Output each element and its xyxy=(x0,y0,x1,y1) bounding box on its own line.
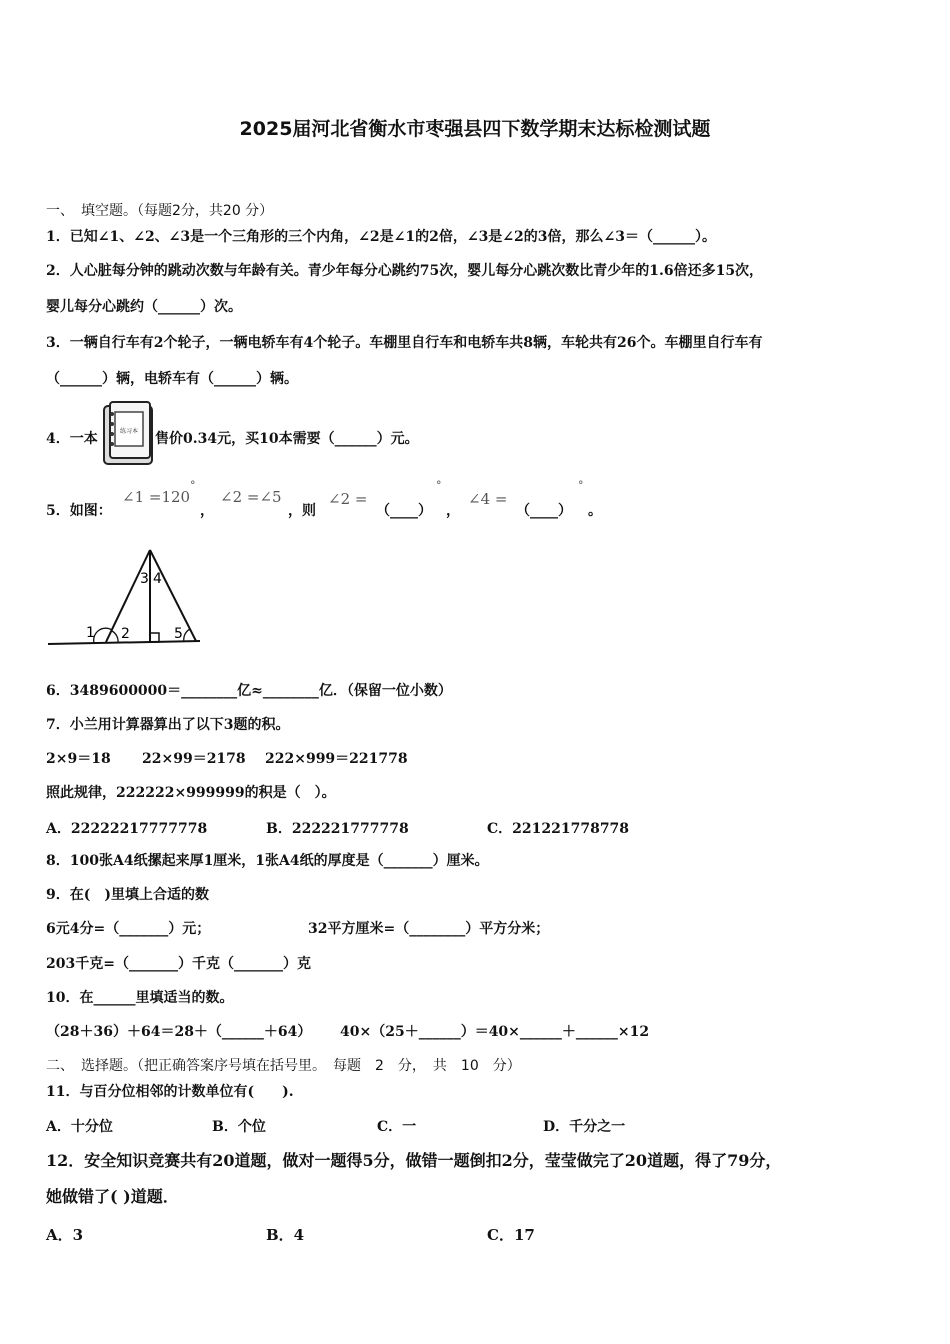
q7-equation-3: 222×999＝221778 xyxy=(265,751,408,767)
angle-label-2: 2 xyxy=(121,626,130,642)
question-7-line-3: 照此规律，222222×999999的积是（ ）。 xyxy=(46,785,336,801)
q9-part-a: 6元4分=（_______）元； xyxy=(46,921,211,937)
question-5-prefix: 5．如图： xyxy=(46,503,112,519)
q12-option-c: C．17 xyxy=(487,1226,535,1244)
angle-2-answer-expression: ∠2 = xyxy=(328,490,368,508)
q7-option-a: A．22222217777778 xyxy=(46,821,208,837)
question-8: 8．100张A4纸摞起来厚1厘米，1张A4纸的厚度是（_______）厘米。 xyxy=(46,853,489,869)
angle-2-arc xyxy=(112,631,118,643)
degree-mark-1: ° xyxy=(190,479,196,492)
question-6: 6．3489600000＝________亿≈________亿．（保留一位小数） xyxy=(46,683,452,699)
question-2-line-2: 婴儿每分心跳约（______）次。 xyxy=(46,299,242,315)
question-3-line-2: （______）辆，电轿车有（______）辆。 xyxy=(46,371,298,387)
question-5-end: 。 xyxy=(588,503,602,519)
angle-4-answer-blank: （____） xyxy=(516,503,572,519)
angle-1-expression: ∠1 =120 xyxy=(122,488,191,506)
notebook-label: 练习本 xyxy=(119,428,139,435)
q11-option-c: C．一 xyxy=(377,1119,417,1135)
q7-option-b: B．222221777778 xyxy=(266,821,409,837)
q9-part-b: 32平方厘米=（________）平方分米； xyxy=(308,921,550,937)
angle-4-answer-expression: ∠4 = xyxy=(468,490,508,508)
angle-5-arc xyxy=(184,629,190,642)
degree-mark-2: ° xyxy=(436,479,442,492)
angle-2-answer-blank: （____） xyxy=(376,503,432,519)
q10-part-b: 40×（25＋______）＝40×______＋______×12 xyxy=(340,1024,650,1040)
q12-option-b: B．4 xyxy=(266,1226,305,1244)
then-text: ，则 xyxy=(288,503,316,519)
section-1-heading: 一、 填空题。（每题2分，共20 分） xyxy=(46,203,274,219)
q7-equation-1: 2×9＝18 xyxy=(46,751,111,767)
angle-2-expression: ∠2 =∠5 xyxy=(220,488,282,506)
question-12-line-2: 她做错了( )道题． xyxy=(46,1187,179,1206)
q11-option-d: D．千分之一 xyxy=(543,1119,626,1135)
right-side xyxy=(150,550,196,641)
triangle-figure xyxy=(44,542,214,652)
comma-2: ， xyxy=(446,503,460,519)
question-11: 11．与百分位相邻的计数单位有( ). xyxy=(46,1084,294,1100)
question-12-line-1: 12．安全知识竞赛共有20道题，做对一题得5分，做错一题倒扣2分，莹莹做完了20道题，得了79分， xyxy=(46,1151,782,1170)
angle-label-3: 3 xyxy=(140,571,149,587)
q10-part-a: （28＋36）＋64＝28＋（______＋64） xyxy=(46,1024,312,1040)
right-angle-mark xyxy=(150,633,159,642)
comma-1: ， xyxy=(200,503,214,519)
q11-option-a: A．十分位 xyxy=(46,1119,113,1135)
q7-option-c: C．221221778778 xyxy=(487,821,630,837)
question-9-line-1: 9．在( )里填上合适的数 xyxy=(46,887,209,903)
section-2-heading: 二、 选择题。（把正确答案序号填在括号里。 每题 2 分， 共 10 分） xyxy=(46,1058,521,1074)
angle-label-1: 1 xyxy=(86,625,95,641)
question-1: 1．已知∠1、∠2、∠3是一个三角形的三个内角，∠2是∠1的2倍，∠3是∠2的3倍，那么∠3＝（______）。 xyxy=(46,229,716,245)
q12-option-a: A．3 xyxy=(46,1226,84,1244)
degree-mark-3: ° xyxy=(578,479,584,492)
question-4-prefix: 4．一本 xyxy=(46,431,98,447)
page-title: 2025届河北省衡水市枣强县四下数学期末达标检测试题 xyxy=(239,118,711,140)
q9-part-c: 203千克=（_______）千克（_______）克 xyxy=(46,956,311,972)
question-2-line-1: 2．人心脏每分钟的跳动次数与年龄有关。青少年每分心跳约75次，婴儿每分心跳次数比青少年的1.6倍还多15次， xyxy=(46,263,764,279)
question-10-line-1: 10．在______里填适当的数。 xyxy=(46,990,234,1006)
angle-label-5: 5 xyxy=(174,626,183,642)
q7-equation-2: 22×99＝2178 xyxy=(142,751,246,767)
angle-label-4: 4 xyxy=(153,571,162,587)
question-4-suffix: 售价0.34元，买10本需要（______）元。 xyxy=(155,431,419,447)
notebook-icon xyxy=(100,400,156,466)
question-7-line-1: 7．小兰用计算器算出了以下3题的积。 xyxy=(46,717,290,733)
question-3-line-1: 3．一辆自行车有2个轮子，一辆电轿车有4个轮子。车棚里自行车和电轿车共8辆，车轮共有26个。车棚里自行车有 xyxy=(46,335,763,351)
q11-option-b: B．个位 xyxy=(212,1119,266,1135)
